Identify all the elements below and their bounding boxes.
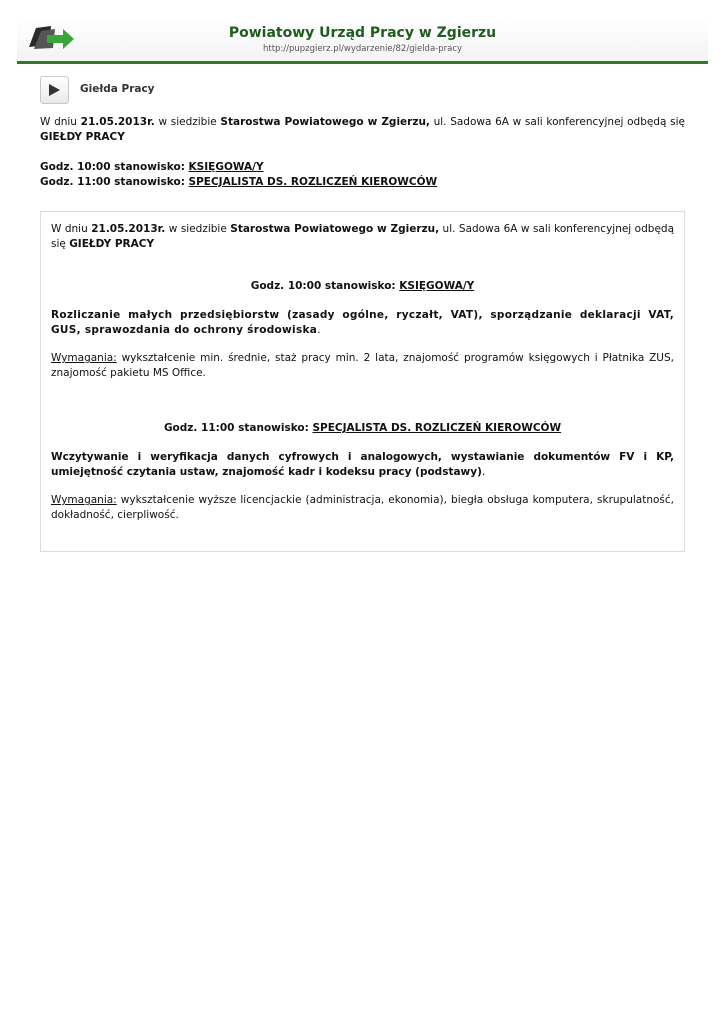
intro-section xyxy=(40,115,685,190)
schedule-time-1: Godz. 10:00 stanowisko: xyxy=(40,161,189,173)
text: W dniu xyxy=(40,116,81,128)
page-header xyxy=(17,17,708,64)
job-link-driver-settlements[interactable]: SPECJALISTA DS. ROZLICZEŃ KIEROWCÓW xyxy=(188,176,438,188)
event-name: GIEŁDY PRACY xyxy=(40,131,125,143)
text: w siedzibie xyxy=(154,116,221,128)
job1-duties xyxy=(51,308,674,338)
job2-req-label: Wymagania: xyxy=(51,494,117,506)
schedule-list xyxy=(40,160,685,190)
box-intro-paragraph xyxy=(51,222,674,252)
site-title: Powiatowy Urząd Pracy w Zgierzu xyxy=(228,25,497,41)
job1-duties-text: Rozliczanie małych przedsiębiorstw (zasady ogólne, ryczałt, VAT), sporządzanie deklaracji VAT, GUS, sprawozdania do ochrony środowiska xyxy=(51,309,674,336)
job1-title: KSIĘGOWA/Y xyxy=(399,280,475,292)
job2-requirements xyxy=(51,493,674,523)
job2-req-text: wykształcenie wyższe licencjackie (administracja, ekonomia), biegła obsługa komputera, skrupulatność, dokładność, cierpliwość. xyxy=(51,494,674,521)
event-name: GIEŁDY PRACY xyxy=(69,238,155,250)
text: ul. Sadowa 6A w sali konferencyjnej odbędą się xyxy=(429,116,685,128)
intro-paragraph xyxy=(40,115,685,145)
play-arrow-icon[interactable] xyxy=(40,76,69,104)
job1-req-text: wykształcenie min. średnie, staż pracy min. 2 lata, znajomość programów księgowych i Płatnika ZUS, znajomość pakietu MS Office. xyxy=(51,352,674,379)
text: ul. Sadowa 6A w sali konferencyjnej odbędą się xyxy=(51,223,674,250)
job2-duties xyxy=(51,450,674,480)
job1-time: Godz. 10:00 stanowisko: xyxy=(250,280,400,292)
page-url[interactable]: http://pupzgierz.pl/wydarzenie/82/gielda-pracy xyxy=(262,44,463,54)
job2-title: SPECJALISTA DS. ROZLICZEŃ KIEROWCÓW xyxy=(312,422,562,434)
details-box xyxy=(40,211,685,552)
page-title: Giełda Pracy xyxy=(80,83,155,95)
job2-time: Godz. 11:00 stanowisko: xyxy=(163,422,313,434)
job-link-accountant[interactable]: KSIĘGOWA/Y xyxy=(188,161,264,173)
event-date: 21.05.2013r. xyxy=(80,116,155,128)
job2-duties-text: Wczytywanie i weryfikacja danych cyfrowych i analogowych, wystawianie dokumentów FV i KP, umiejętność czytania ustaw, znajomość kadr i kodeksu pracy (podstawy) xyxy=(51,451,674,478)
schedule-time-2: Godz. 11:00 stanowisko: xyxy=(40,176,189,188)
event-place: Starostwa Powiatowego w Zgierzu, xyxy=(230,223,440,235)
text: W dniu xyxy=(51,223,92,235)
job2-heading xyxy=(51,421,674,436)
job1-heading xyxy=(51,279,674,294)
text: . xyxy=(317,324,321,336)
job1-requirements xyxy=(51,351,674,381)
event-place: Starostwa Powiatowego w Zgierzu, xyxy=(220,116,430,128)
text: w siedzibie xyxy=(165,223,231,235)
job1-req-label: Wymagania: xyxy=(51,352,117,364)
event-date: 21.05.2013r. xyxy=(91,223,166,235)
text: . xyxy=(481,466,486,478)
